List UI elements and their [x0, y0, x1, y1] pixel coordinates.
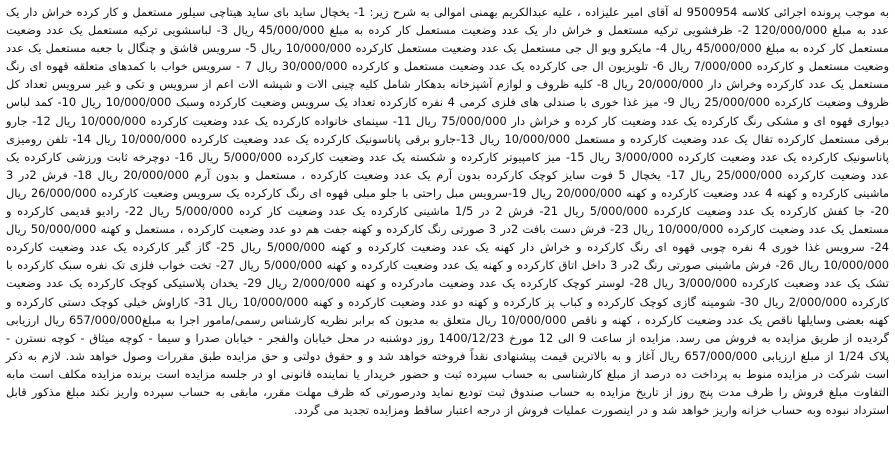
- auction-notice-text: به موجب پرونده اجرائی کلاسه 9500954 له آقای امیر علیزاده ، علیه عبدالکریم بهمنی اموالی به شرح زیر: 1- یخچال ساید بای ساید هیتاچی سیلور مستعمل و کار کرده خراش دار یک عدد به مبلغ 120/000/000 2- ظرفشویی ترکیه مستعمل و خراش دار یک عدد وضعیت مستعمل کار کرده به مبلغ 45/000/000 ریال 3- لباسشویی ترکیه مستعمل یک عدد وضعیت مستعمل کار کرده به مبلغ 45/000/000 ریال 4- مایکرو ویو ال جی مستعمل یک عدد وضعیت مستعمل کارکرده 10/000/000 ریال 5- سرویس قاشق و چنگال با جعبه مستعمل یک عدد وضعیت مستعمل و کارکرده 7/000/000 ریال 6- تلویزیون ال جی کارکرده یک عدد وضعیت مستعمل و کارکرده 30/000/000 ریال 7 - سرویس خواب با کمدهای متعلقه قهوه ای رنگ مستعمل یک عدد کارکرده وخراش دار 20/000/000 ریال 8- کلیه ظروف و لوازم آشپزخانه بدهکار شامل کلیه چینی الات و شیشه الات اعم از سرویس و تکی و غیر سرویس تعداد کل ظروف وضعیت کارکرده 25/000/000 ریال 9- میز غذا خوری با صندلی های فلزی کرمی 4 نفره کارکرده تعداد یک سرویس وضعیت کارکرده وسبک 10/000/000 ریال 10- کمد لباس دیواری قهوه ای و مشکی رنگ کارکرده یک عدد وضعیت کار کرده و خراش دار 75/000/000 ریال 11- سینمای خانواده کارکرده یک عدد وضعیت کارکرده 10/000/000 ریال 12- جارو برقی مستعمل کارکرده تقال یک عدد وضعیت کارکرده و مستعمل 10/000/000 ریال 13-جارو برقی پاناسونیک کارکرده یک عدد وضعیت کارکرده 10/000/000 ریال 14- تلفن رومیزی پاناسونیک کارکرده یک عدد وضعیت کارکرده 3/000/000 ریال 15- میز کامپیوتر کارکرده و شکسته یک عدد وضعیت کارکرده 5/000/000 ریال 16- دوچرخه ثابت ورزشی کارکرده یک عدد وضعیت کارکرده 25/000/000 ریال 17- یخچال 5 فوت سایز کوچک کارکرده بدون آرم یک عدد وضعیت کارکرده ، مستعمل و بدون آرم 20/000/000 ریال 18- فرش 2در 3 ماشینی کارکرده و کهنه 4 عدد وضعیت کارکرده و کهنه 20/000/000 ریال 19-سرویس مبل راحتی با جلو مبلی قهوه ای رنگ کارکرده یک سرویس وضعیت کارکرده 26/000/000 ریال 20- جا کفش کارکرده یک عدد وضعیت کارکرده 5/000/000 ریال 21- فرش 2 در 1/5 ماشینی کارکرده یک عدد وضعیت کار کرده 5/000/000 ریال 22- رادیو قدیمی کارکرده و مستعمل یک عدد وضعیت کارکرده 10/000/000 ریال 23- فرش دست بافت 2در 3 صورتی رنگ کارکرده و کهنه جفت هم دو عدد وضعیت کارکرده ، مستعمل و کهنه 50/000/000 ریال 24- سرویس غذا خوری 4 نفره چوبی قهوه ای رنگ کارکرده و خراش دار کهنه یک عدد وضعیت کارکرده و کهنه 5/000/000 ریال 25- گاز گیر کارکرده یک عدد وضعیت کارکرده 10/000/000 ریال 26- فرش ماشینی صورتی رنگ 2در 3 داخل اتاق کارکرده و کهنه یک عدد وضعیت کارکرده و کهنه 5/000/000 ریال 27- تخت خواب فلزی تک نفره سبک کارکرده با تشک یک عدد وضعیت کارکرده 3/000/000 ریال 28- لوستر کوچک کارکرده یک عدد وضعیت مادرکرده و کهنه 2/000/000 ریال 29- یخدان پلاستیکی کوچک کارکرده یک عدد وضعیت کارکرده 2/000/000 ریال 30- شومینه گازی کوچک کارکرده و کباب پز کارکرده و کهنه دو عدد وضعیت کارکرده و کهنه 10/000/000 ریال 31- کاراوش خیلی کوچک دستی کارکرده و کهنه بعضی وسایلها ناقص یک عدد وضعیت کارکرده ، کهنه و ناقص 10/000/000 ریال متعلق به مدیون که برابر نظریه کارشناس رسمی/مامور اجرا به مبلغ657/000/000 ریال ارزیابی گردیده از طریق مزایده به فروش می رسد. مزایده از ساعت 9 الی 12 مورخ 1400/12/23 روز دوشنبه در محل خیابان والفجر - خیابان صدرا و سیما - کوچه میثاق - کوچه نسترن - پلاک 1/24 از مبلغ ارزیابی 657/000/000 ریال آغاز و به بالاترین قیمت پیشنهادی نقداً فروخته خواهد شد و و حقوق دولتی و حق مزایده طبق مقررات وصول خواهد شد. لازم به ذکر است شرکت در مزایده منوط به پرداخت ده درصد از مبلغ کارشناسی به حساب سپرده ثبت و حضور خریدار یا نماینده قانونی او در جلسه مزایده است برنده مزایده مکلف است مابه التفاوت مبلغ فروش را ظرف مدت پنج روز از تاریخ مزایده به حساب صندوق ثبت تودیع نماید ودرصورتی که ظرف مهلت مقرر، مابقی به حساب سپرده واریز نکند مبلغ مذکور قابل استرداد نبوده وبه حساب خزانه واریز خواهد شد و در اینصورت عملیات فروش از درجه اعتبار ساقط ومزایده تجدید می گردد.: [6, 5, 890, 418]
